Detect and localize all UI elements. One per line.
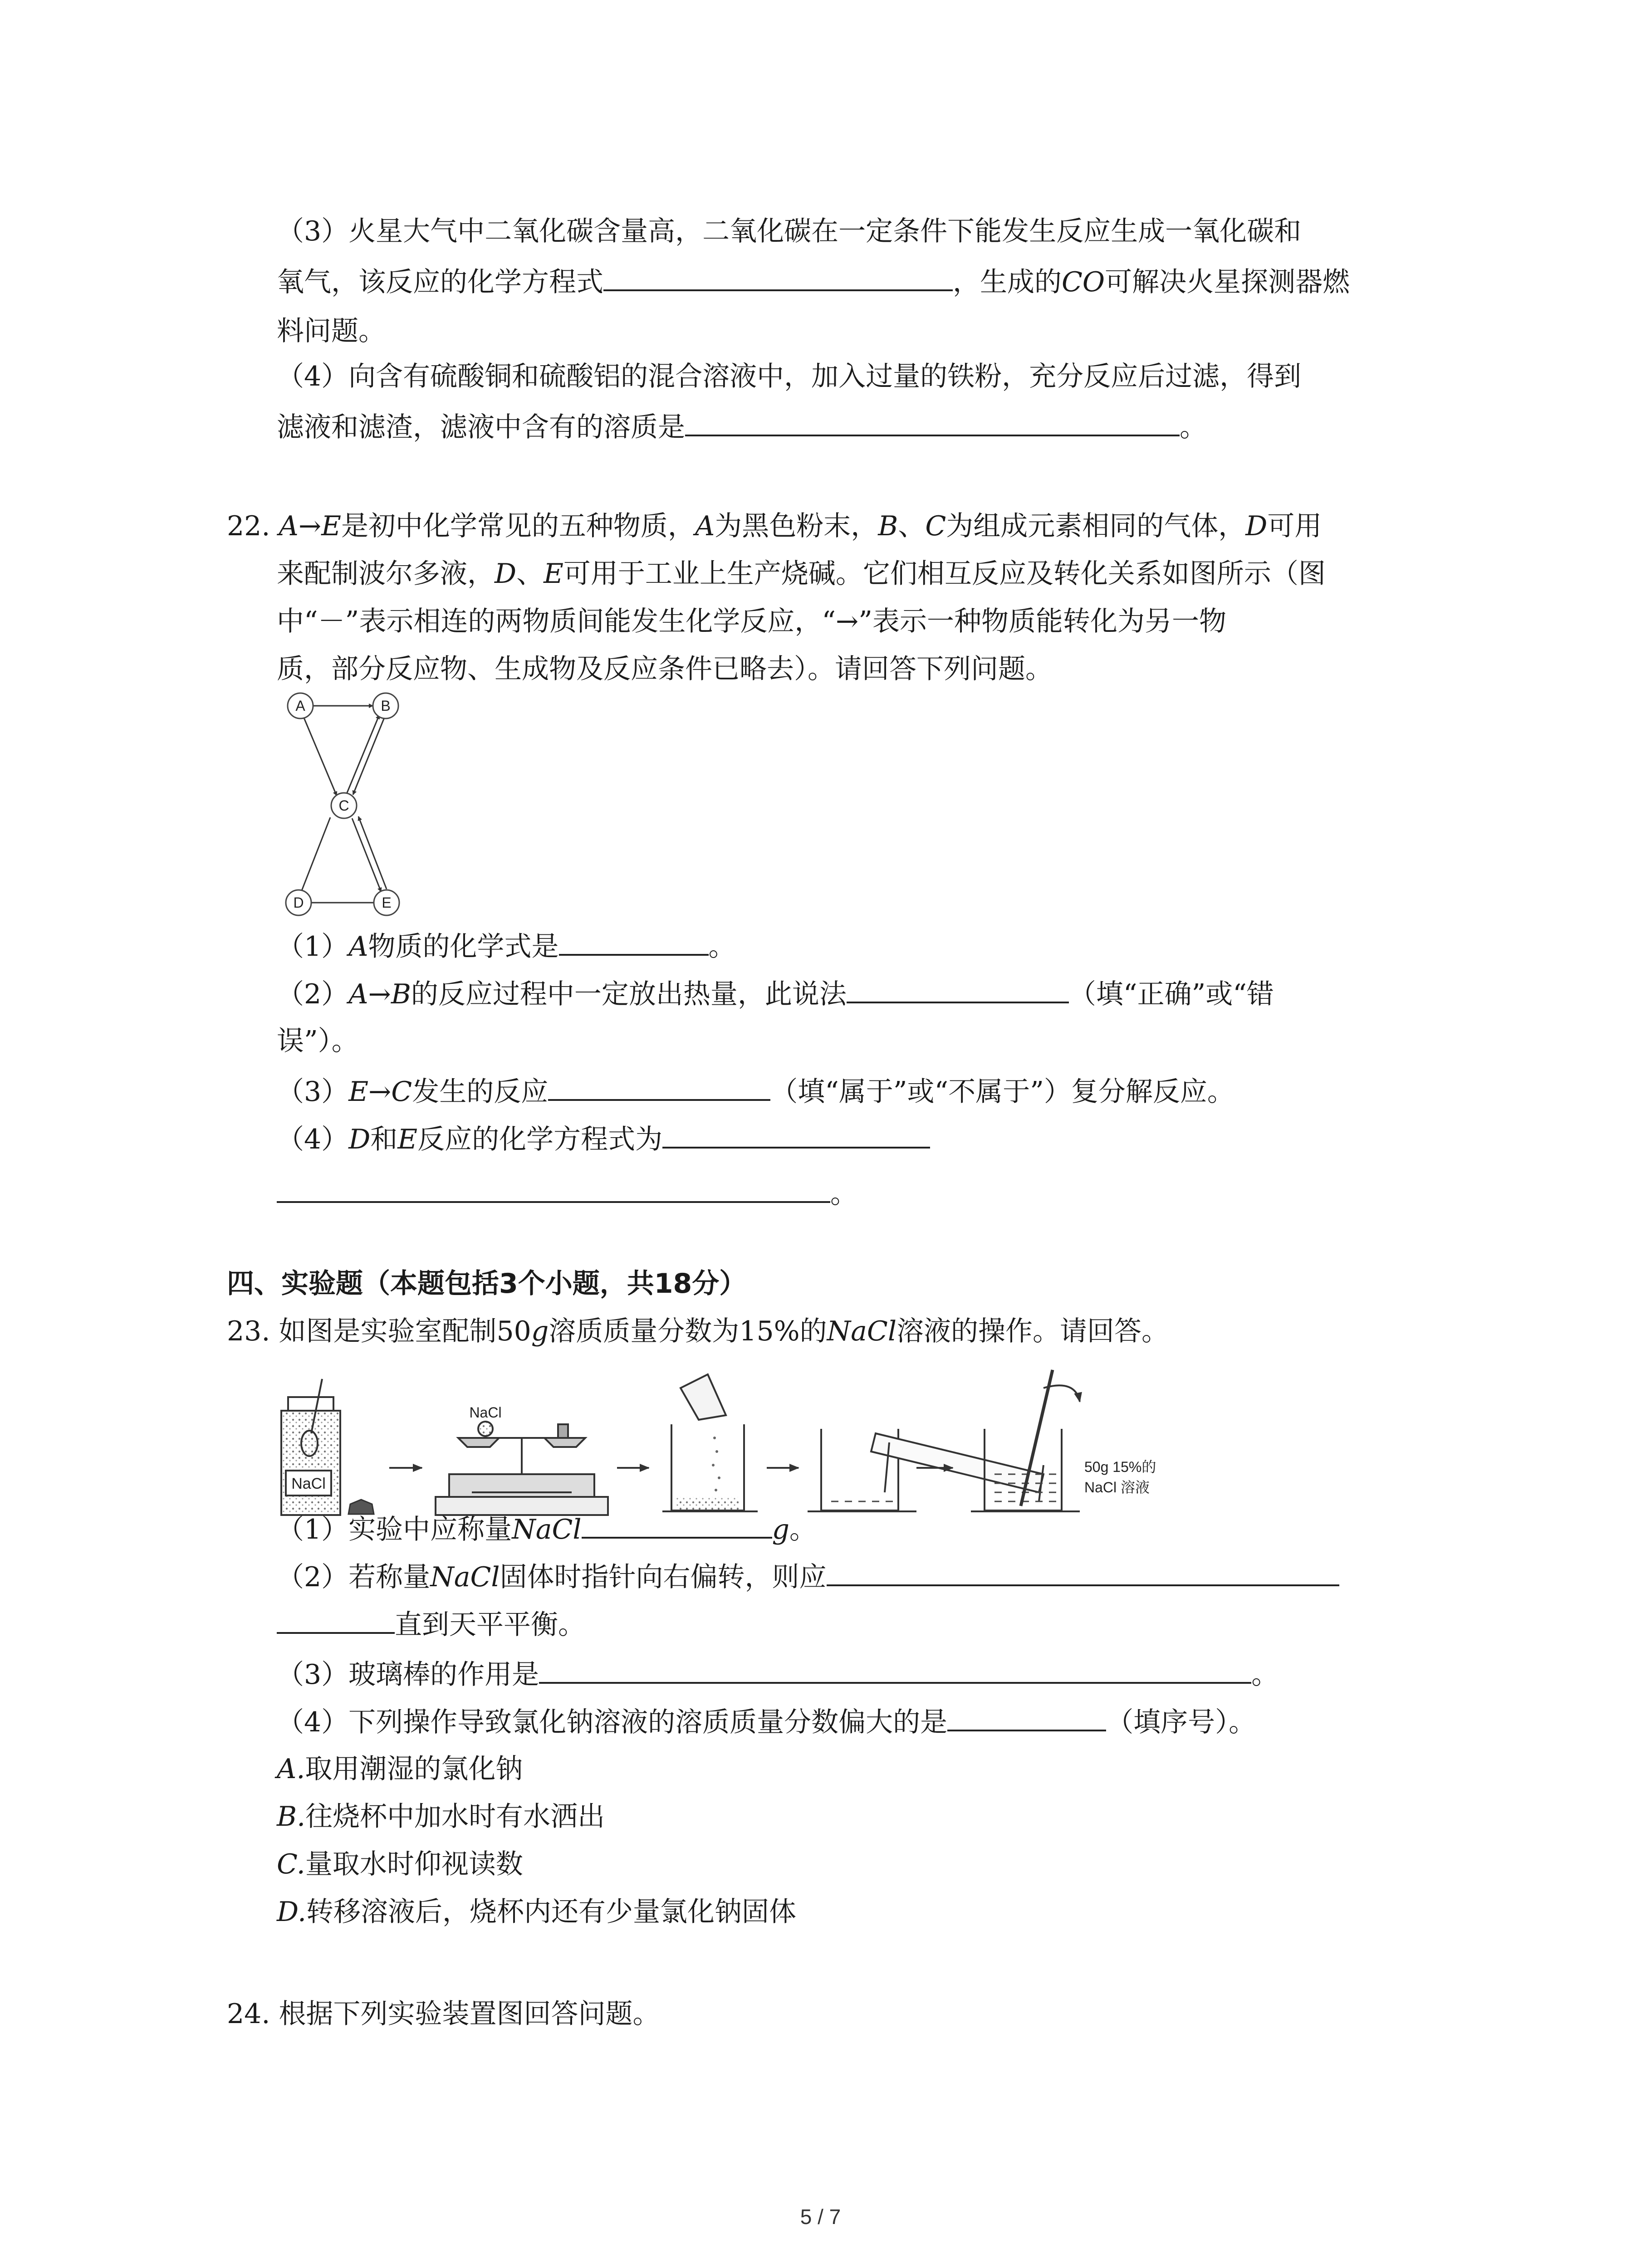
q23-option-c[interactable]: C.量取水时仰视读数 <box>277 1848 523 1880</box>
page-number: 5 / 7 <box>800 2205 841 2229</box>
q24-line1: 24. 根据下列实验装置图回答问题。 <box>227 1998 660 2030</box>
bottle-label: NaCl <box>291 1475 326 1492</box>
arrow-a-to-c <box>303 716 337 796</box>
balance-label: NaCl <box>469 1404 502 1421</box>
q21-part4-line1: （4）向含有硫酸铜和硫酸铝的混合溶液中，加入过量的铁粉，充分反应后过滤，得到 <box>277 361 1302 392</box>
q21-part3-blank[interactable] <box>603 263 953 291</box>
q22-sub1-blank[interactable] <box>559 928 709 956</box>
solution-label-line1: 50g 15%的 <box>1084 1459 1156 1475</box>
q22-line3: 中“－”表示相连的两物质间能发生化学反应，“→”表示一种物质能转化为另一物 <box>277 606 1226 637</box>
q23-line1: 23. 如图是实验室配制50g溶质质量分数为15%的NaCl溶液的操作。请回答。 <box>227 1315 1169 1347</box>
q22-sub4-blank1[interactable] <box>662 1120 930 1149</box>
q23-option-b[interactable]: B.往烧杯中加水时有水洒出 <box>277 1801 605 1833</box>
q23-sub4-blank[interactable] <box>947 1703 1106 1731</box>
q23-sub2: （2）若称量NaCl固体时指针向右偏转，则应 <box>277 1558 1339 1595</box>
q23-sub2-line2: 直到天平平衡。 <box>277 1606 585 1643</box>
q23-sub3: （3）玻璃棒的作用是 。 <box>277 1656 1279 1693</box>
q22-sub2-blank[interactable] <box>847 975 1069 1003</box>
q23-preparation-figure <box>272 1361 1252 1533</box>
node-e-label: E <box>382 894 392 911</box>
q22-line2: 来配制波尔多液，D、E可用于工业上生产烧碱。它们相互反应及转化关系如图所示（图 <box>277 558 1326 590</box>
q22-sub1: （1）A物质的化学式是 。 <box>277 928 736 965</box>
q23-option-a[interactable]: A.取用潮湿的氯化钠 <box>277 1753 523 1785</box>
q22-sub3: （3）E→C发生的反应 （填“属于”或“不属于”）复分解反应。 <box>277 1073 1234 1110</box>
q22-sub3-blank[interactable] <box>548 1073 770 1101</box>
line-c-d <box>301 817 330 892</box>
solution-label-line2: NaCl 溶液 <box>1084 1479 1150 1496</box>
q21-part4-blank[interactable] <box>685 408 1180 436</box>
q23-sub1: （1）实验中应称量NaCl g。 <box>277 1510 817 1548</box>
q23-option-d[interactable]: D.转移溶液后，烧杯内还有少量氯化钠固体 <box>277 1896 797 1928</box>
arrow-c-to-b <box>347 715 379 794</box>
beaker-stirring <box>971 1370 1080 1511</box>
q23-sub2-blank1[interactable] <box>827 1558 1339 1586</box>
node-b-label: B <box>381 698 391 714</box>
q23-sub3-blank[interactable] <box>539 1656 1251 1684</box>
section-4-title: 四、实验题（本题包括3个小题，共18分） <box>227 1268 747 1300</box>
arrow-e-to-c <box>358 816 387 889</box>
q22-sub4-line2: 。 <box>277 1175 857 1212</box>
q23-sub4: （4）下列操作导致氯化钠溶液的溶质质量分数偏大的是 （填序号）。 <box>277 1703 1256 1740</box>
reagent-bottle <box>281 1379 340 1515</box>
q21-part4-line2: 滤液和滤渣，滤液中含有的溶质是 。 <box>277 408 1207 445</box>
q22-sub2-line2: 误”）。 <box>277 1025 359 1057</box>
beaker-pouring <box>662 1374 758 1511</box>
q22-sub4: （4）D和E反应的化学方程式为 <box>277 1120 930 1158</box>
balance <box>436 1422 608 1515</box>
q22-line4: 质，部分反应物、生成物及反应条件已略去）。请回答下列问题。 <box>277 653 1053 685</box>
node-c-label: C <box>338 797 349 814</box>
q22-relationship-diagram <box>272 689 426 925</box>
q23-sub1-blank[interactable] <box>582 1510 772 1539</box>
node-a-label: A <box>295 698 305 714</box>
q22-line1: 22. A→E是初中化学常见的五种物质，A为黑色粉末，B、C为组成元素相同的气体，D可用 <box>227 510 1322 542</box>
q21-part3-line3: 料问题。 <box>277 315 386 347</box>
q22-sub4-blank2[interactable] <box>277 1175 830 1203</box>
node-d-label: D <box>293 894 304 911</box>
arrow-c-to-e <box>352 818 381 892</box>
q23-sub2-blank2[interactable] <box>277 1606 395 1634</box>
q22-sub2: （2）A→B的反应过程中一定放出热量，此说法 （填“正确”或“错 <box>277 975 1274 1012</box>
arrow-b-to-c <box>353 717 385 795</box>
q21-part3-line1: （3）火星大气中二氧化碳含量高，二氧化碳在一定条件下能发生反应生成一氧化碳和 <box>277 215 1302 247</box>
q21-part3-line2: 氧气，该反应的化学方程式 ，生成的CO可解决火星探测器燃 <box>277 263 1350 300</box>
